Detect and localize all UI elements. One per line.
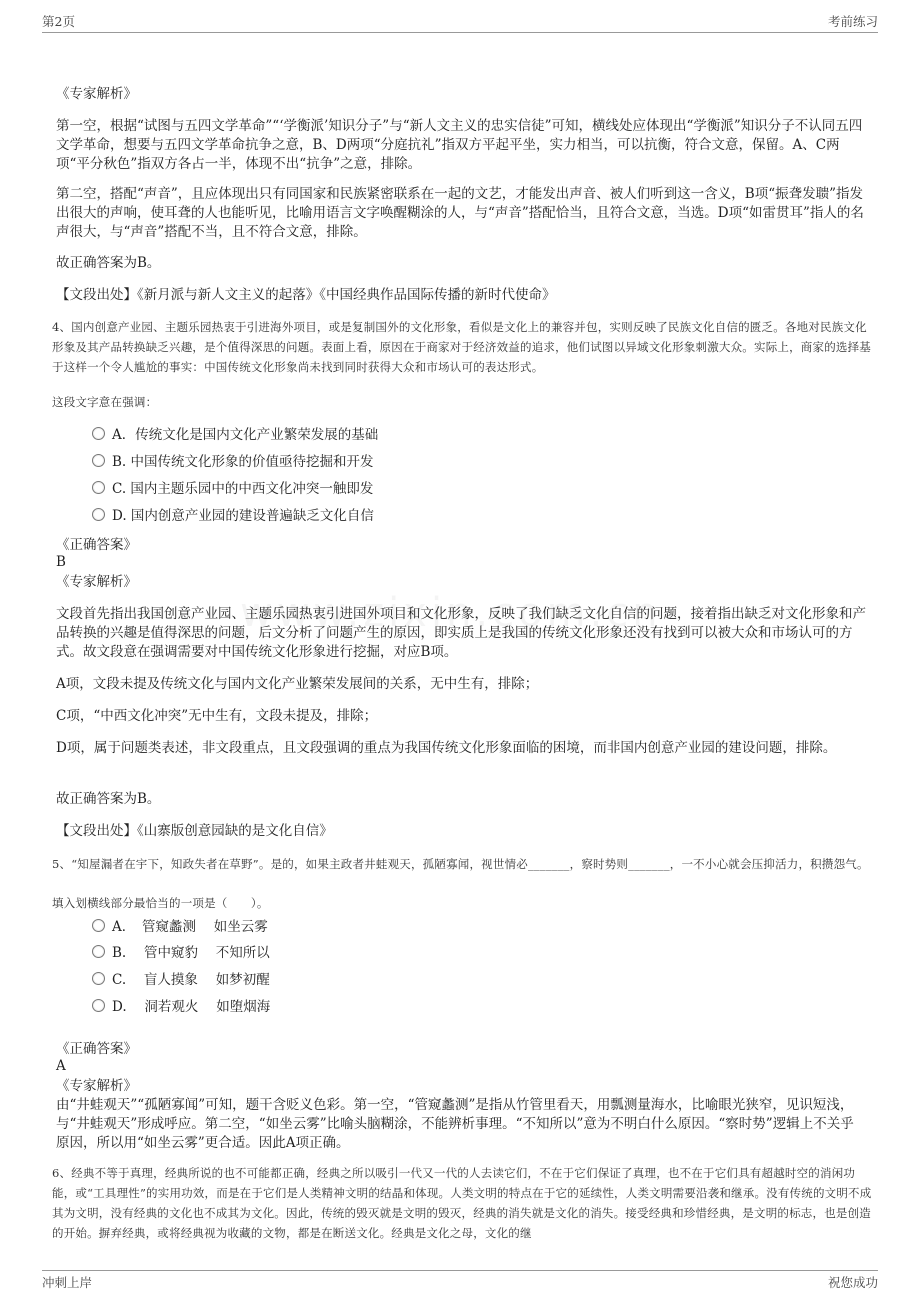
q3-expert-label: 《专家解析》 — [56, 86, 137, 102]
q4-option-a-label: A．传统文化是国内文化产业繁荣发展的基础 — [112, 427, 379, 443]
q4-source: 【文段出处】《山寨版创意园缺的是文化自信》 — [56, 823, 333, 839]
radio-icon[interactable] — [92, 919, 105, 932]
q5-option-b-label: B. 管中窥豹 不知所以 — [112, 945, 270, 961]
radio-icon[interactable] — [92, 972, 105, 985]
radio-icon[interactable] — [92, 508, 105, 521]
footer-right-text: 祝您成功 — [827, 1275, 878, 1290]
q3-source: 【文段出处】《新月派与新人文主义的起落》《中国经典作品国际传播的新时代使命》 — [56, 287, 556, 303]
q5-answer-label: 《正确答案》 — [56, 1041, 137, 1057]
q5-option-c[interactable] — [92, 971, 270, 989]
q5-analysis-para1: 由“井蛙观天”“孤陋寡闻”可知，题干含贬义色彩。第一空，“管窥蠡测”是指从竹管里看天，用瓢测量海水，比喻眼光狭窄，见识短浅，与“井蛙观天”形成呼应。第二空，“如坐云雾”比喻头脑糊涂，不能辨析事理。“不知所以”意为不明白什么原因。“察时势”逻辑上不关乎原因，所以用“如坐云雾”更合适。因此A项正确。 — [56, 1097, 854, 1151]
radio-icon[interactable] — [92, 454, 105, 467]
header-title: 考前练习 — [827, 14, 878, 29]
q3-analysis-para1: 第一空，根据“试图与五四文学革命”“‘学衡派’知识分子”与“新人文主义的忠实信徒”可知，横线处应体现出“学衡派”知识分子不认同五四文学革命，想要与五四文学革命抗争之意，B、D两项“分庭抗礼”指双方平起平坐，实力相当，可以抗衡，符合文意，保留。A、C两项“平分秋色”指双方各占一半，体现不出“抗争”之意，排除。 — [56, 118, 863, 172]
q4-option-b[interactable] — [92, 453, 374, 471]
q4-option-d-label: D. 国内创意产业园的建设普遍缺乏文化自信 — [112, 508, 374, 524]
radio-icon[interactable] — [92, 945, 105, 958]
q4-prompt: 这段文字意在强调： — [52, 395, 158, 409]
q4-analysis-d: D项，属于问题类表述，非文段重点，且文段强调的重点为我国传统文化形象面临的困境，而非国内创意产业园的建设问题，排除。 — [56, 740, 837, 756]
page-number: 第2页 — [42, 14, 75, 29]
q3-analysis-para2: 第二空，搭配“声音”，且应体现出只有同国家和民族紧密联系在一起的文艺，才能发出声音、被人们听到这一含义，B项“振聋发聩”指发出很大的声响，使耳聋的人也能听见，比喻用语言文字唤醒糊涂的人，与“声音”搭配恰当，且符合文意，当选。D项“如雷贯耳”指人的名声很大，与“声音”搭配不当，且不符合文意，排除。 — [56, 186, 864, 240]
q5-prompt: 填入划横线部分最恰当的一项是（ ）。 — [52, 896, 269, 910]
q4-option-c-label: C. 国内主题乐园中的中西文化冲突一触即发 — [112, 481, 374, 497]
q6-stem: 6、经典不等于真理，经典所说的也不可能都正确，经典之所以吸引一代又一代的人去读它们，不在于它们保证了真理，也不在于它们具有超越时空的消闲功能，或“工具理性”的实用功效，而是在于它们是人类精神文明的结晶和体现。人类文明的特点在于它的延续性，人类文明需要沿袭和继承。没有传统的文明不成其为文明，没有经典的文化也不成其为文化。因此，传统的毁灭就是文明的毁灭，经典的消失就是文化的消失。接受经典和珍惜经典，是文明的标志，也是创造的开始。摒弃经典，或将经典视为收藏的文物，都是在断送文化。经典是文化之母，文化的继 — [52, 1166, 872, 1240]
q5-option-d[interactable] — [92, 998, 270, 1016]
q4-conclusion: 故正确答案为B。 — [56, 791, 161, 807]
q5-answer: A — [56, 1058, 66, 1074]
q4-option-c[interactable] — [92, 480, 373, 498]
q5-stem: 5、“知屋漏者在宇下，知政失者在草野”。是的，如果主政者井蛙观天，孤陋寡闻，视世情必_______，察时势则_______，一不小心就会压抑活力，积攒怨气。 — [52, 857, 869, 871]
q4-analysis-para1: 文段首先指出我国创意产业园、主题乐园热衷引进国外项目和文化形象，反映了我们缺乏文化自信的问题，接着指出缺乏对文化形象和产品转换的兴趣是值得深思的问题，后文分析了问题产生的原因，即实质上是我国的传统文化形象还没有找到可以被大众和市场认可的方式。故文段意在强调需要对中国传统文化形象进行挖掘，对应B项。 — [56, 606, 866, 660]
q4-expert-label: 《专家解析》 — [56, 574, 137, 590]
q4-answer-label: 《正确答案》 — [56, 537, 137, 553]
q5-option-c-label: C. 盲人摸象 如梦初醒 — [112, 972, 270, 988]
q4-analysis-a: A项，文段未提及传统文化与国内文化产业繁荣发展间的关系，无中生有，排除； — [56, 676, 539, 692]
q5-option-a-label: A． 管窥蠡测 如坐云雾 — [112, 919, 268, 935]
footer-left-text: 冲刺上岸 — [42, 1275, 93, 1290]
q4-option-a[interactable] — [92, 426, 378, 444]
q4-option-d[interactable] — [92, 507, 374, 525]
q5-option-d-label: D. 洞若观火 如堕烟海 — [112, 999, 271, 1015]
q3-conclusion: 故正确答案为B。 — [56, 255, 161, 271]
q5-option-a[interactable] — [92, 918, 268, 936]
q4-stem: 4、国内创意产业园、主题乐园热衷于引进海外项目，或是复制国外的文化形象，看似是文化上的兼容并包，实则反映了民族文化自信的匮乏。各地对民族文化形象及其产品转换缺乏兴趣，是个值得深思的问题。表面上看，原因在于商家对于经济效益的追求，他们试图以异域文化形象刺激大众。实际上，商家的选择基于这样一个令人尴尬的事实：中国传统文化形象尚未找到同时获得大众和市场认可的表达形式。 — [52, 320, 871, 374]
radio-icon[interactable] — [92, 999, 105, 1012]
radio-icon[interactable] — [92, 427, 105, 440]
radio-icon[interactable] — [92, 481, 105, 494]
q4-option-b-label: B. 中国传统文化形象的价值亟待挖掘和开发 — [112, 454, 374, 470]
page-header — [42, 12, 878, 33]
page-footer — [42, 1270, 878, 1295]
q4-answer: B — [56, 554, 66, 570]
q4-analysis-c: C项，“中西文化冲突”无中生有，文段未提及，排除； — [56, 708, 378, 724]
q5-expert-label: 《专家解析》 — [56, 1078, 137, 1094]
q5-option-b[interactable] — [92, 944, 270, 962]
